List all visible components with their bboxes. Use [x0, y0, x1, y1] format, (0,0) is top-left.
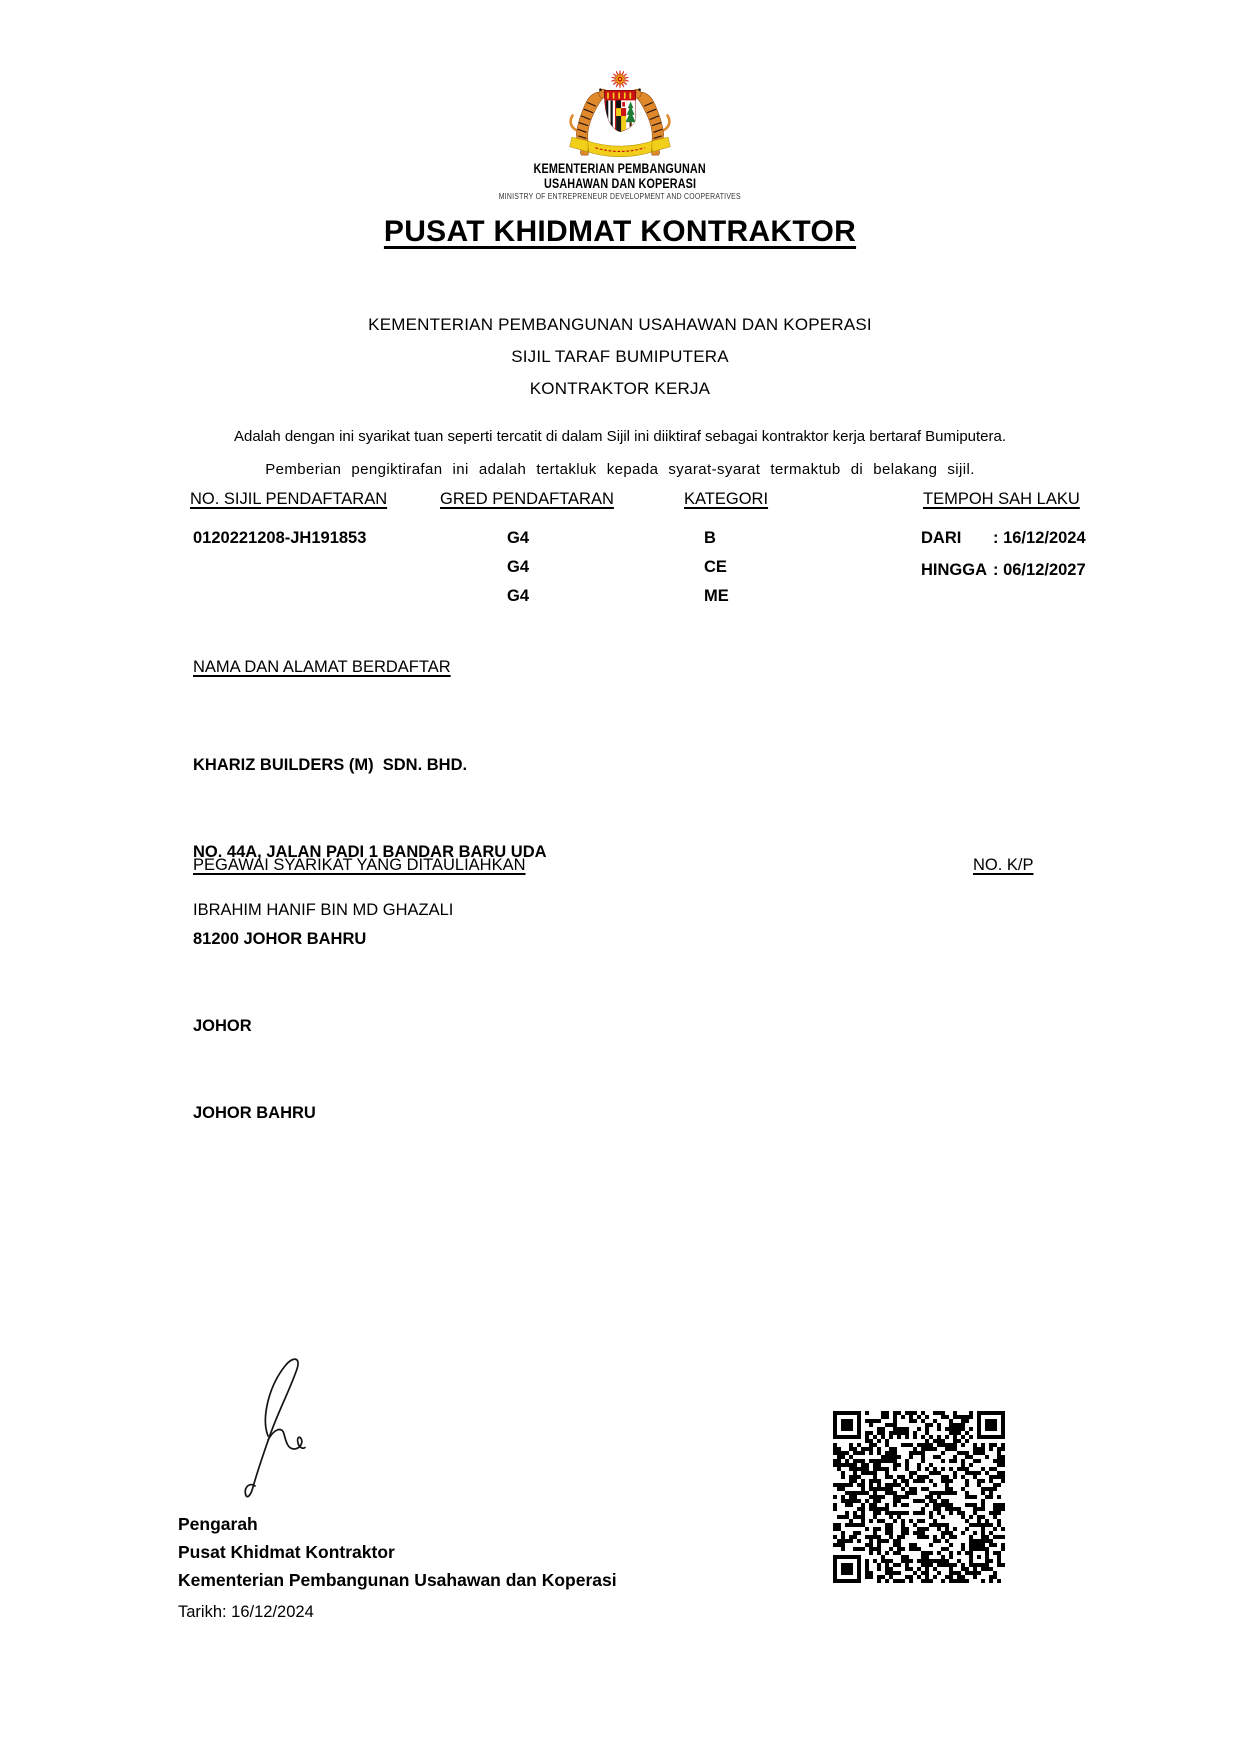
declaration-line2: Pemberian pengiktirafan ini adalah tertakluk kepada syarat-syarat termaktub di belakang sijil.	[265, 461, 975, 478]
declaration-line1: Adalah dengan ini syarikat tuan seperti tercatit di dalam Sijil ini diiktiraf sebagai kontraktor kerja bertaraf Bumiputera.	[233, 428, 1007, 445]
validity-until-date: : 06/12/2027	[993, 561, 1086, 579]
validity-until	[921, 561, 1086, 580]
section-title-company: NAMA DAN ALAMAT BERDAFTAR	[193, 658, 451, 676]
gred-value-3: G4	[507, 587, 530, 605]
signature-image	[238, 1356, 322, 1504]
ministry-name-line2: USAHAWAN DAN KOPERASI	[543, 176, 697, 191]
validity-from-label: DARI	[921, 529, 962, 547]
company-address-line3: JOHOR	[193, 1017, 252, 1035]
validity-from-date: : 16/12/2024	[993, 529, 1086, 547]
validity-until-label: HINGGA	[921, 561, 987, 579]
gred-value-2: G4	[507, 558, 530, 576]
company-address-line2: 81200 JOHOR BAHRU	[193, 930, 367, 948]
signer-org-line2: Kementerian Pembangunan Usahawan dan Koperasi	[178, 1570, 617, 1590]
column-header-kategori: KATEGORI	[684, 490, 769, 508]
company-address-line4: JOHOR BAHRU	[193, 1104, 316, 1122]
declaration-paragraph	[150, 420, 1090, 486]
section-title-kp: NO. K/P	[973, 856, 1034, 874]
malaysia-coat-of-arms-logo	[553, 68, 687, 164]
column-header-tempoh: TEMPOH SAH LAKU	[923, 490, 1080, 508]
certificate-heading-type: SIJIL TARAF BUMIPUTERA	[511, 347, 729, 366]
kategori-value-1: B	[704, 529, 716, 547]
kategori-value-3: ME	[704, 587, 729, 605]
company-name: KHARIZ BUILDERS (M) SDN. BHD.	[193, 756, 468, 774]
validity-from	[921, 529, 1086, 548]
gred-value-1: G4	[507, 529, 530, 547]
column-header-no-sijil: NO. SIJIL PENDAFTARAN	[190, 490, 388, 508]
issue-date: Tarikh: 16/12/2024	[178, 1603, 314, 1621]
kategori-value-2: CE	[704, 558, 727, 576]
ministry-name-line1: KEMENTERIAN PEMBANGUNAN	[533, 161, 707, 176]
ministry-name-english: MINISTRY OF ENTREPRENEUR DEVELOPMENT AND COOPERATIVES	[498, 192, 742, 201]
registration-number: 0120221208-JH191853	[193, 529, 367, 547]
company-address-line1: NO. 44A, JALAN PADI 1 BANDAR BARU UDA	[193, 843, 547, 861]
company-address-block	[193, 693, 547, 1186]
signer-role: Pengarah	[178, 1514, 258, 1534]
page-title: PUSAT KHIDMAT KONTRAKTOR	[383, 215, 857, 248]
section-title-officer: PEGAWAI SYARIKAT YANG DITAULIAHKAN	[193, 856, 526, 874]
column-header-gred: GRED PENDAFTARAN	[440, 490, 614, 508]
signer-org-line1: Pusat Khidmat Kontraktor	[178, 1542, 395, 1562]
qr-code-image	[833, 1411, 1005, 1583]
certificate-heading-category: KONTRAKTOR KERJA	[529, 379, 711, 398]
officer-name: IBRAHIM HANIF BIN MD GHAZALI	[193, 901, 454, 919]
certificate-heading-ministry: KEMENTERIAN PEMBANGUNAN USAHAWAN DAN KOPERASI	[368, 315, 872, 334]
